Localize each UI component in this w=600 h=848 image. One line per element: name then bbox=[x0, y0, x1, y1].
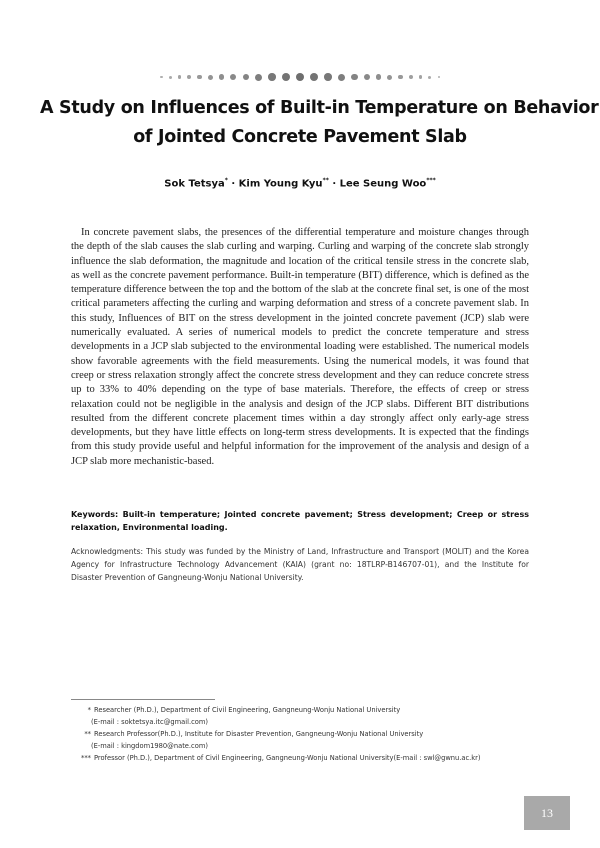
page-number: 13 bbox=[541, 805, 553, 820]
ornament-dot bbox=[178, 75, 182, 79]
ornament-dot bbox=[169, 76, 172, 79]
author-2: Kim Young Kyu bbox=[238, 178, 323, 190]
footnote-3 bbox=[71, 752, 541, 764]
footnote-divider bbox=[71, 699, 215, 700]
keywords: Keywords: Built-in temperature; Jointed concrete pavement; Stress development; Creep or stress relaxation, Environmental loading. bbox=[71, 510, 529, 532]
footnote-2-email: (E-mail : kingdom1980@nate.com) bbox=[91, 742, 208, 750]
footnote-1-mark: * bbox=[87, 706, 91, 714]
ornament-dot bbox=[197, 75, 202, 80]
ornament-dot bbox=[187, 75, 191, 79]
author-separator: · bbox=[227, 178, 239, 190]
author-line bbox=[60, 177, 540, 189]
ornament-dot bbox=[338, 74, 345, 81]
author-3-mark: *** bbox=[426, 177, 436, 184]
page-number-box bbox=[524, 796, 570, 830]
author-2-mark: ** bbox=[322, 177, 329, 184]
ornament-dot bbox=[438, 76, 441, 79]
footnote-2 bbox=[71, 728, 541, 740]
footnote-2-mark: ** bbox=[84, 730, 91, 738]
paper-title bbox=[40, 94, 599, 152]
footnotes bbox=[71, 704, 541, 764]
ornament-dot bbox=[387, 75, 392, 80]
ornament-dot bbox=[310, 73, 318, 81]
ornament-dot bbox=[324, 73, 332, 81]
ornament-dot bbox=[428, 76, 431, 79]
ornament-dot bbox=[255, 74, 262, 81]
ornament-dot bbox=[282, 73, 290, 81]
footnote-1 bbox=[71, 704, 541, 716]
acknowledgments: Acknowledgments: This study was funded by the Ministry of Land, Infrastructure and Transport (MOLIT) and the Korea Agency for Infrastructure Technology Advancement (KAIA) (grant no: 18TLRP-B146707-01), and the Institute for Disaster Prevention of Gangneung-Wonju National University. bbox=[71, 547, 529, 582]
ornament-dot bbox=[409, 75, 413, 79]
ornament-dot bbox=[243, 74, 250, 81]
author-1-mark: * bbox=[224, 177, 228, 184]
footnote-1-email: (E-mail : soktetsya.itc@gmail.com) bbox=[91, 718, 208, 726]
footnote-2-text: Research Professor(Ph.D.), Institute for Disaster Prevention, Gangneung-Wonju National University bbox=[94, 730, 424, 738]
ornament-dot bbox=[398, 75, 403, 80]
author-separator: · bbox=[328, 178, 340, 190]
ornament-dot bbox=[296, 73, 305, 82]
title-line-1: A Study on Influences of Built-in Temperature on Behavior bbox=[40, 98, 599, 118]
ornament-dot bbox=[268, 73, 276, 81]
ornament-dot bbox=[160, 76, 163, 79]
ornament-dot bbox=[208, 75, 213, 80]
ornament-dots bbox=[160, 70, 440, 84]
ornament-dot bbox=[219, 74, 225, 80]
ornament-dot bbox=[230, 74, 236, 80]
footnote-1-text: Researcher (Ph.D.), Department of Civil Engineering, Gangneung-Wonju National University bbox=[94, 706, 401, 714]
title-line-2: of Jointed Concrete Pavement Slab bbox=[133, 127, 467, 147]
author-1: Sok Tetsya bbox=[164, 178, 225, 190]
ornament-dot bbox=[364, 74, 370, 80]
ornament-dot bbox=[419, 75, 423, 79]
footnote-3-text: Professor (Ph.D.), Department of Civil Engineering, Gangneung-Wonju National University(E-mail : swl@gwnu.ac.kr) bbox=[94, 754, 481, 762]
author-3: Lee Seung Woo bbox=[339, 178, 427, 190]
footnote-3-mark: *** bbox=[80, 754, 91, 762]
abstract: In concrete pavement slabs, the presences of the differential temperature and moisture changes through the depth of the slab causes the slab curling and warping. Curling and warping of the concrete slab strongly influence the slab deformation, the magnitude and location of the critical tensile stress in the concrete slab, as well as the concrete pavement performance. Built-in temperature (BIT) difference, which is defined as the temperature difference between the top and the bottom of the slab at the concrete final set, is one of the most critical parameters affecting the curling and warping deformation and stress of a concrete pavement slab. In this study, Influences of BIT on the stress development in the jointed concrete pavement (JCP) slab were numerically evaluated. A series of numerical models to predict the concrete temperature and stress developments in a JCP slab subjected to the environmental loading were established. The numerical models show favorable agreements with the field measurements. Using the numerical models, it was found that creep or stress relaxation strongly affect the concrete stress development and they can reduce concrete stress up to 33% to 40% depending on the type of base materials. Therefore, the effects of creep or stress relaxation could not be negligible in the analysis and design of the JCP slabs. Different BIT distributions resulted from the different concrete placement times within a day strongly affect only early-age stress developments, but they have little effects on long-term stress developments. It is expected that the findings from this study provide useful and helpful information for the improvement of the analysis and design of a JCP slab more mechanistic-based. bbox=[71, 227, 529, 467]
ornament-dot bbox=[376, 74, 382, 80]
ornament-dot bbox=[351, 74, 358, 81]
